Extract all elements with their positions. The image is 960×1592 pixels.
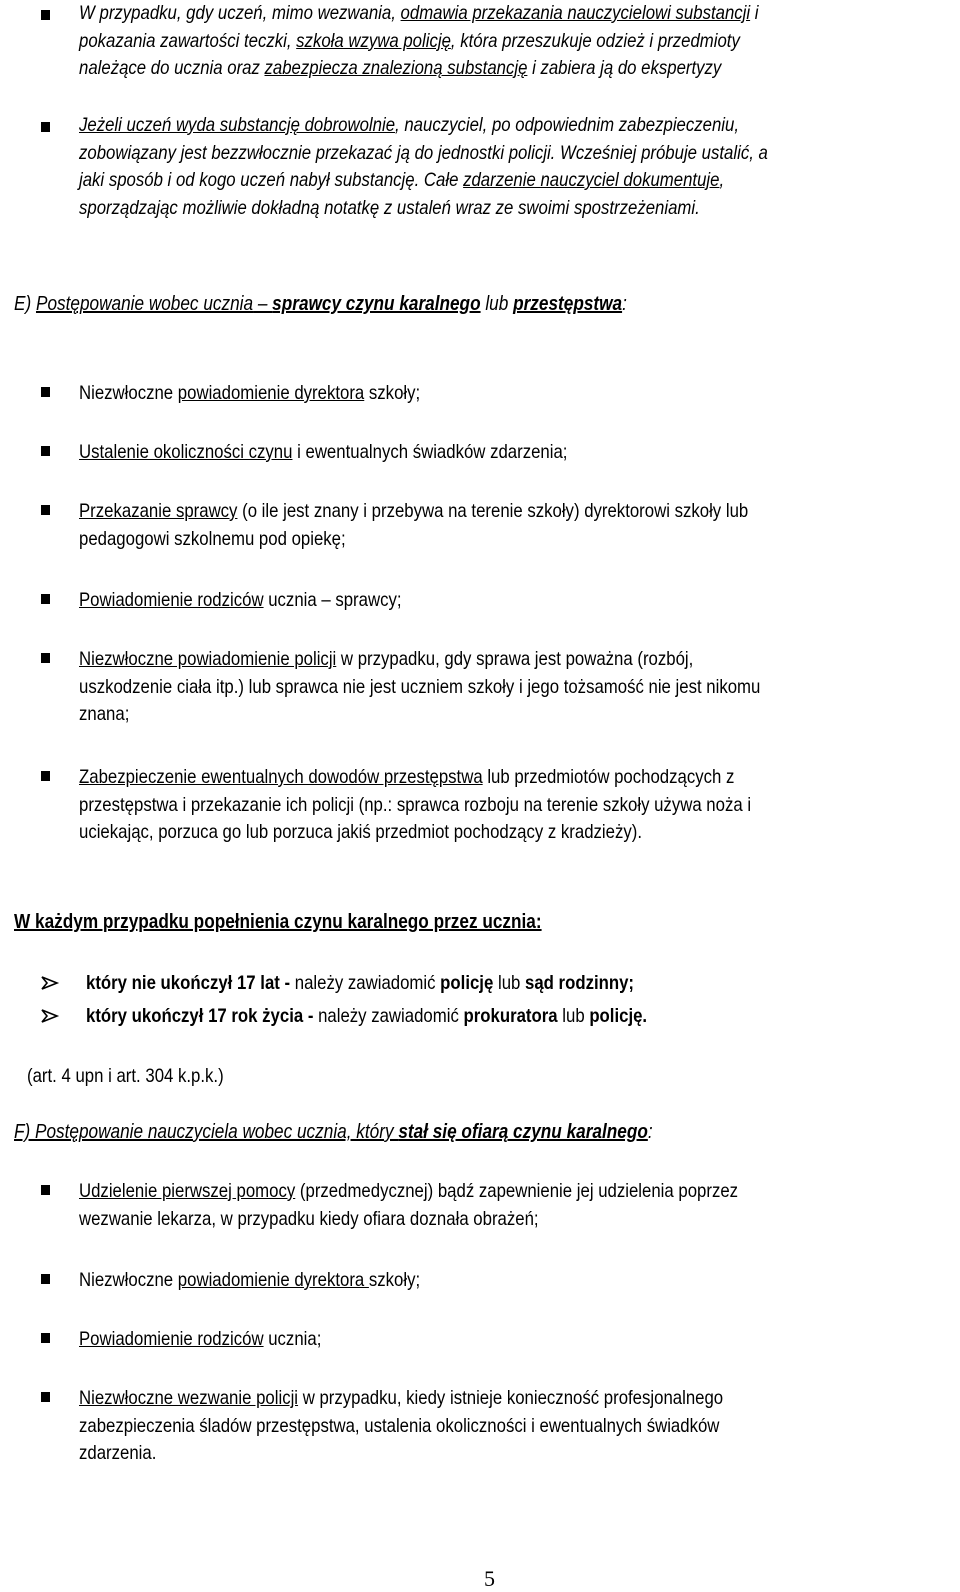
text-run: zdarzenia. — [79, 1442, 157, 1464]
text-run: lub — [557, 1005, 590, 1027]
text-run: , — [719, 169, 725, 191]
text-run: Wcześniej próbuje ustalić, a — [555, 141, 768, 164]
list-item — [79, 1326, 827, 1354]
text-run: należy zawiadomić — [294, 972, 441, 994]
citation: (art. 4 upn i art. 304 k.p.k.) — [27, 1065, 224, 1087]
text-run-underlined: Jeżeli uczeń wyda substancję dobrowolnie — [79, 114, 396, 136]
text-run: należące do ucznia oraz — [79, 57, 265, 79]
text-run: jaki sposób i od kogo uczeń nabył substancję. — [79, 169, 420, 191]
every-case-heading: W każdym przypadku popełnienia czynu karalnego przez ucznia: — [14, 911, 542, 933]
text-run: wezwanie lekarza, w przypadku kiedy ofiara doznała obrażeń; — [79, 1207, 539, 1230]
text-run: pedagogowi szkolnemu pod opiekę; — [79, 527, 346, 550]
text-run: zabezpieczenia śladów przestępstwa, ustalenia okoliczności i ewentualnych świadków — [79, 1414, 720, 1437]
list-item — [86, 1003, 834, 1031]
square-bullet-icon — [41, 1392, 50, 1402]
list-item — [79, 1178, 827, 1233]
text-run: , która przeszukuje odzież i przedmioty — [450, 29, 740, 52]
text-run: , nauczyciel, po odpowiednim zabezpieczeniu, — [395, 114, 740, 136]
list-item — [79, 587, 827, 615]
text-run: szkoły; — [368, 1269, 421, 1291]
text-run-underlined: Zabezpieczenie ewentualnych dowodów przestępstwa — [79, 766, 483, 788]
text-run-underlined: Powiadomienie rodziców — [79, 1328, 264, 1350]
text-run-underlined: Niezwłoczne wezwanie policji — [79, 1387, 299, 1409]
text-run-bold-underlined: sprawcy czynu karalnego — [272, 293, 481, 315]
text-run: ucznia; — [263, 1328, 322, 1350]
square-bullet-icon — [41, 1274, 50, 1284]
list-item — [79, 439, 827, 467]
square-bullet-icon — [41, 446, 50, 456]
text-run-bold-underlined: stał się ofiarą czynu karalnego — [398, 1121, 648, 1143]
list-item — [79, 1267, 827, 1295]
text-run-underlined: Powiadomienie rodziców — [79, 589, 264, 611]
text-run-underlined: Udzielenie pierwszej pomocy — [79, 1180, 296, 1202]
square-bullet-icon — [41, 771, 50, 781]
text-run: w przypadku, kiedy istnieje konieczność profesjonalnego — [298, 1387, 724, 1409]
text-run: : — [622, 293, 627, 315]
square-bullet-icon — [41, 505, 50, 515]
text-run: Niezwłoczne — [79, 1269, 178, 1291]
text-run-underlined: – — [253, 293, 273, 315]
arrow-bullet-icon — [40, 1008, 60, 1024]
paragraph-voluntary — [79, 112, 827, 222]
text-run-underlined: F) Postępowanie nauczyciela wobec ucznia, który — [14, 1121, 399, 1143]
text-run: (przedmedycznej) bądź zapewnienie jej udzielenia poprzez — [295, 1180, 739, 1202]
square-bullet-icon — [41, 653, 50, 663]
list-item — [79, 380, 827, 408]
text-run: znana; — [79, 703, 130, 725]
list-item — [79, 498, 827, 553]
text-run: E) — [14, 293, 36, 315]
text-run: : — [647, 1121, 653, 1143]
paragraph-refusal — [79, 0, 827, 83]
text-run-bold: policję — [440, 972, 494, 994]
arrow-bullet-icon — [40, 975, 60, 991]
text-run-bold: który ukończył 17 rok życia - — [86, 1005, 319, 1027]
text-run: sporządzając możliwie dokładną notatkę z ustaleń wraz ze swoimi spostrzeżeniami. — [79, 196, 700, 219]
square-bullet-icon — [41, 1185, 50, 1195]
text-run: Całe — [419, 169, 464, 191]
text-run-bold: który nie ukończył 17 lat - — [86, 972, 295, 994]
section-f-heading — [14, 1118, 653, 1146]
text-run: lub — [493, 972, 526, 994]
section-e-heading — [14, 290, 627, 318]
square-bullet-icon — [41, 387, 50, 397]
text-run-underlined: Ustalenie okoliczności czynu — [79, 441, 293, 463]
text-run-bold: prokuratora — [463, 1005, 558, 1027]
text-run-underlined: powiadomienie dyrektora — [177, 382, 365, 404]
square-bullet-icon — [41, 594, 50, 604]
text-run: lub przedmiotów pochodzących z — [482, 766, 735, 788]
list-item — [79, 764, 827, 847]
text-run-bold: sąd rodzinny; — [525, 972, 635, 994]
text-run: należy zawiadomić — [318, 1005, 464, 1027]
text-run-underlined: szkoła wzywa policję — [296, 29, 451, 52]
list-item — [86, 970, 834, 998]
text-run: pokazania zawartości teczki, — [79, 29, 297, 52]
text-run-underlined: zabezpiecza znalezioną substancję — [264, 57, 528, 79]
text-run: W przypadku, gdy uczeń, mimo wezwania, — [79, 2, 401, 24]
text-run: w przypadku, gdy sprawa jest poważna (rozbój, — [336, 648, 694, 670]
text-run-underlined: Przekazanie sprawcy — [79, 500, 238, 522]
text-run: i — [750, 2, 759, 24]
text-run: uciekając, porzuca go lub porzuca jakiś przedmiot pochodzący z kradzieży). — [79, 821, 643, 843]
text-run: lub — [480, 293, 514, 315]
page-number: 5 — [484, 1566, 495, 1591]
text-run-underlined: powiadomienie dyrektora — [177, 1269, 369, 1291]
square-bullet-icon — [41, 10, 50, 20]
text-run: uszkodzenie ciała itp.) lub sprawca nie jest uczniem szkoły i jego tożsamość nie jest nikomu — [79, 675, 761, 698]
text-run-bold-underlined: przestępstwa — [513, 293, 623, 315]
text-run-bold: policję. — [589, 1005, 648, 1027]
text-run: (o ile jest znany i przebywa na terenie szkoły) dyrektorowi szkoły lub — [237, 500, 749, 522]
text-run-underlined: Postępowanie wobec ucznia — [35, 293, 254, 315]
text-run-underlined: zdarzenie nauczyciel dokumentuje — [463, 169, 720, 191]
square-bullet-icon — [41, 122, 50, 132]
list-item — [79, 1385, 827, 1468]
text-run: ucznia – sprawcy; — [263, 589, 402, 611]
text-run: Niezwłoczne — [79, 382, 178, 404]
text-run: i zabiera ją do ekspertyzy — [527, 57, 722, 79]
text-run-underlined: odmawia przekazania nauczycielowi substancji — [400, 2, 751, 24]
text-run: szkoły; — [364, 382, 421, 404]
text-run-underlined: Niezwłoczne powiadomienie policji — [79, 648, 337, 670]
text-run: i ewentualnych świadków zdarzenia; — [292, 441, 568, 463]
text-run: przestępstwa i przekazanie ich policji (np.: sprawca rozboju na terenie szkoły używa noża i — [79, 793, 752, 816]
list-item — [79, 646, 827, 729]
square-bullet-icon — [41, 1333, 50, 1343]
text-run: zobowiązany jest bezzwłocznie przekazać ją do jednostki policji. — [79, 141, 556, 164]
